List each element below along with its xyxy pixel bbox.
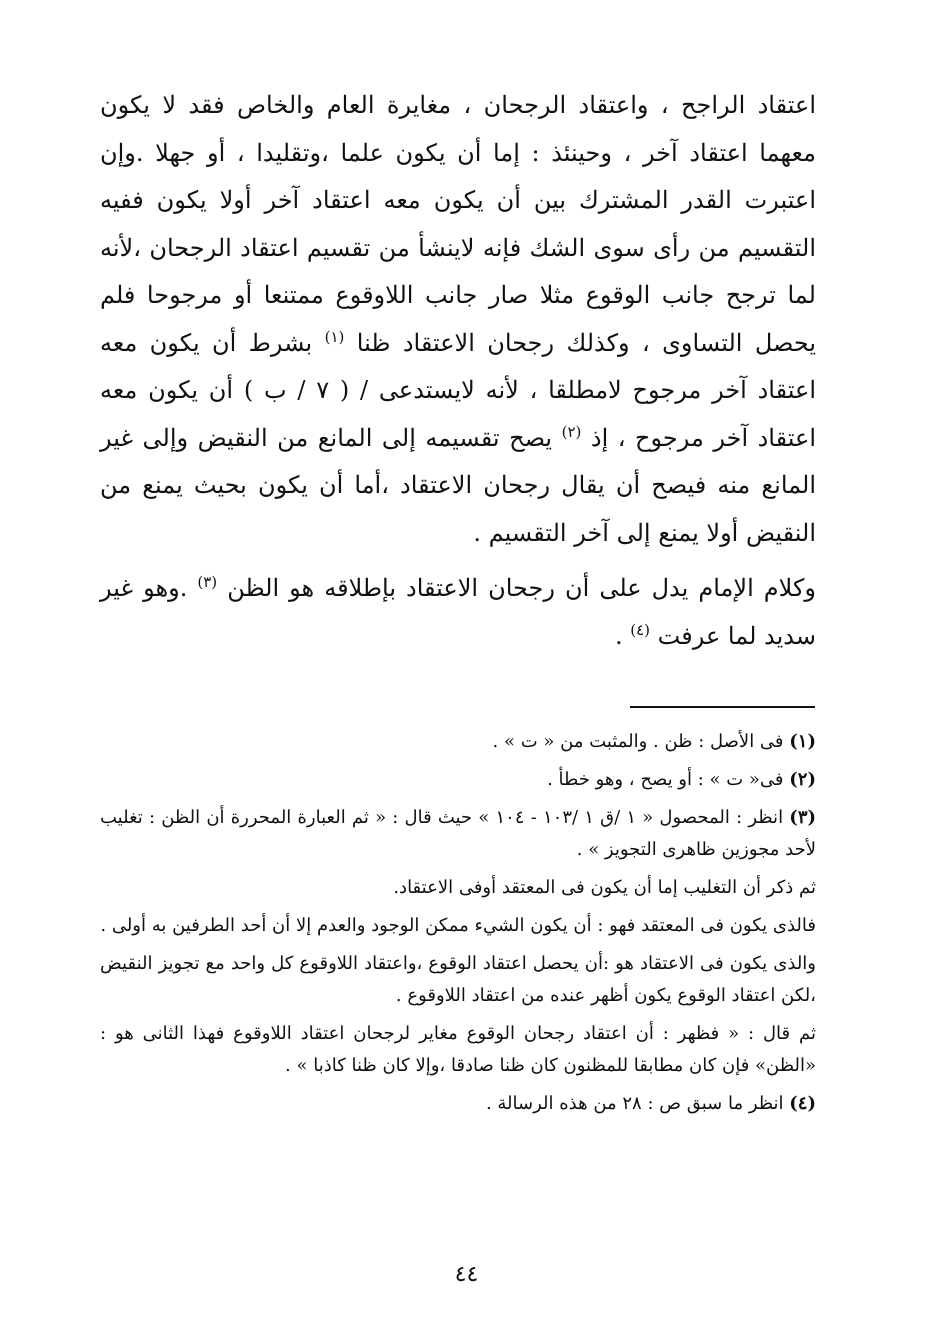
footnote-4-label: (٤) xyxy=(789,1093,816,1114)
paragraph-1 xyxy=(100,82,816,557)
footnote-4 xyxy=(100,1088,816,1120)
footnote-3-para-5: ثم قال : « فظهر : أن اعتقاد رجحان الوقوع مغاير لرجحان اعتقاد اللاوقوع فهذا الثانى هو : «الظن» فإن كان مطابقا للمظنون كان ظنا صادقا ،وإلا كان ظنا كاذبا » . xyxy=(100,1023,816,1076)
paragraph-1-part-2: بشرط أن يكون معه اعتقاد آخر مرجوح لامطلقا ، لأنه لايستدعى / ( ٧ / ب ) أن يكون معه اعتقاد آخر مرجوح ، إذ xyxy=(100,328,816,452)
footnote-2-label: (٢) xyxy=(789,769,816,790)
footnote-3-para-3: فالذى يكون فى المعتقد فهو : أن يكون الشيء ممكن الوجود والعدم إلا أن أحد الطرفين به أولى . xyxy=(100,915,816,936)
paragraph-1-part-1: اعتقاد الراجح ، واعتقاد الرجحان ، مغايرة العام والخاص فقد لا يكون معهما اعتقاد آخر ، وحينئذ : إما أن يكون علما ،وتقليدا ، أو جهلا .وإن اعتبرت القدر المشترك بين أن يكون معه اعتقاد آخر أولا يكون ففيه التقسيم من رأى سوى الشك فإنه لاينشأ من تقسيم اعتقاد الرجحان ،لأنه لما ترجح جانب الوقوع مثلا صار جانب اللاوقوع ممتنعا أو مرجوحا فلم يحصل التساوى ، وكذلك رجحان الاعتقاد ظنا xyxy=(100,91,816,357)
footnote-1 xyxy=(100,726,816,758)
paragraph-1-part-3: يصح تقسيمه إلى المانع من النقيض وإلى غير المانع منه فيصح أن يقال رجحان الاعتقاد ،أما أن يكون بحيث يمنع من النقيض أولا يمنع إلى آخر التقسيم . xyxy=(100,423,816,547)
footnote-3-para-2: ثم ذكر أن التغليب إما أن يكون فى المعتقد أوفى الاعتقاد. xyxy=(393,877,816,898)
paragraph-2 xyxy=(100,565,816,660)
main-text xyxy=(100,82,816,660)
paragraph-2-part-2: .وهو غير سديد لما عرفت xyxy=(100,574,816,650)
footnote-1-label: (١) xyxy=(789,731,816,752)
footnote-ref-3: (٣) xyxy=(197,573,218,591)
footnote-divider xyxy=(630,706,815,708)
footnote-2-text: فى« ت » : أو يصح ، وهو خطأ . xyxy=(547,769,784,790)
footnote-1-text: فى الأصل : ظن . والمثبت من « ت » . xyxy=(492,731,784,752)
footnote-3-text: انظر : المحصول « ١ /ق ١ /١٠٣ - ١٠٤ » حيث قال : « ثم العبارة المحررة أن الظن : تغليب لأحد مجوزين ظاهرى التجويز » . xyxy=(100,807,816,860)
paragraph-2-part-1: وكلام الإمام يدل على أن رجحان الاعتقاد بإطلاقه هو الظن xyxy=(227,574,816,602)
footnote-ref-1: (١) xyxy=(324,327,345,346)
footnote-3 xyxy=(100,802,816,866)
footnote-4-text: انظر ما سبق ص : ٢٨ من هذه الرسالة . xyxy=(485,1093,784,1114)
paragraph-2-end: . xyxy=(614,621,623,650)
footnotes-section xyxy=(100,726,816,1126)
footnote-3-label: (٣) xyxy=(789,807,817,828)
footnote-3-para-4: والذى يكون فى الاعتقاد هو :أن يحصل اعتقاد الوقوع ،واعتقاد اللاوقوع كل واحد مع تجويز النقيض ،لكن اعتقاد الوقوع يكون أظهر عنده من اعتقاد اللاوقوع . xyxy=(100,953,816,1006)
page-number: ٤٤ xyxy=(454,1262,479,1287)
footnote-ref-4: (٤) xyxy=(630,620,651,639)
footnote-2 xyxy=(100,764,816,796)
footnote-ref-2: (٢) xyxy=(561,422,582,441)
